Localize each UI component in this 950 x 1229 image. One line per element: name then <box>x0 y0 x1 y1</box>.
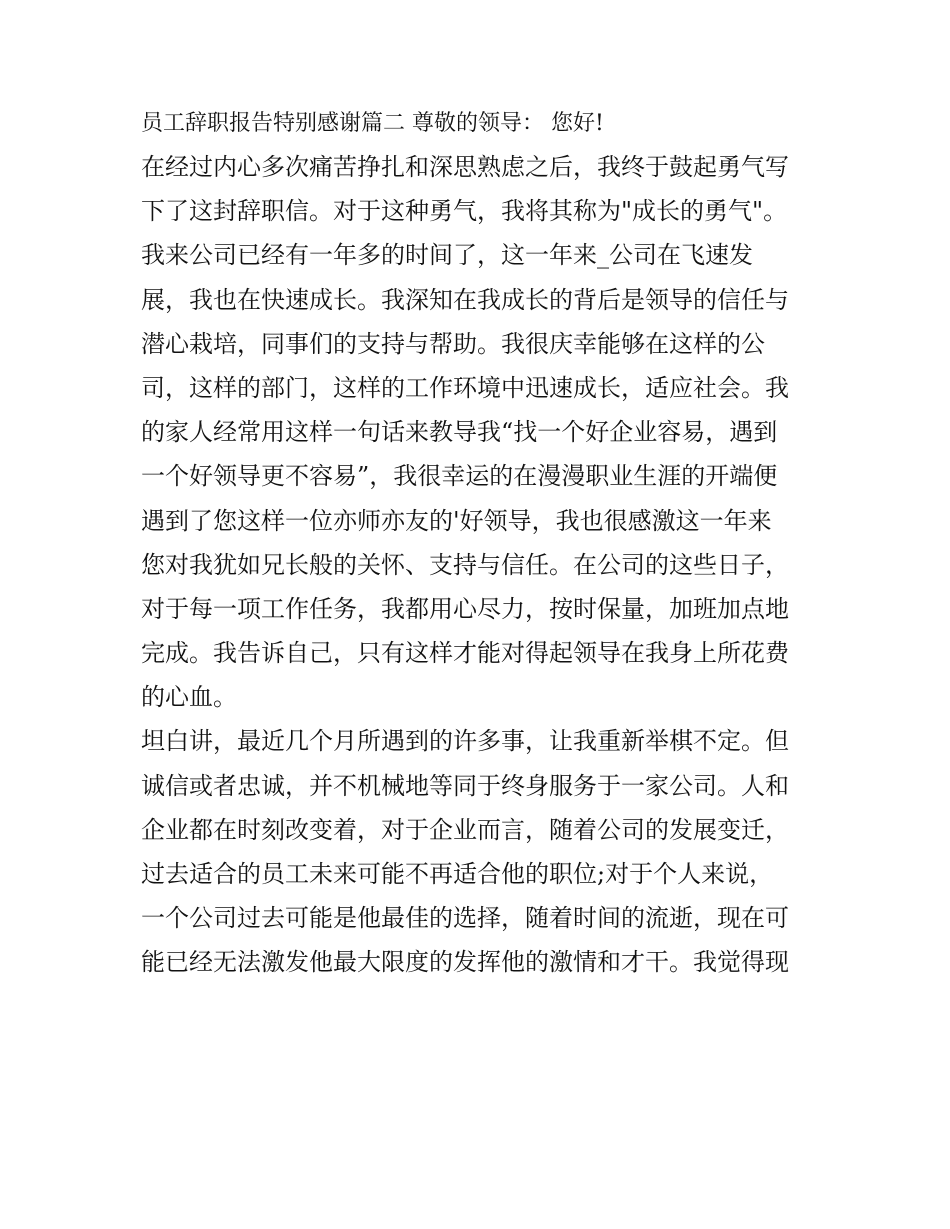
text-line: 一个公司过去可能是他最佳的选择，随着时间的流逝，现在可 <box>141 904 789 933</box>
text-line: 的心血。 <box>141 683 237 712</box>
text-line: 能已经无法激发他最大限度的发挥他的激情和才干。我觉得现 <box>141 948 789 977</box>
text-line: 企业都在时刻改变着，对于企业而言，随着公司的发展变迁， <box>141 815 789 844</box>
letter-body <box>141 112 821 995</box>
text-line: 过去适合的员工未来可能不再适合他的职位;对于个人来说， <box>141 860 774 888</box>
text-line: 完成。我告诉自己，只有这样才能对得起领导在我身上所花费 <box>141 639 789 668</box>
text-line: 对于每一项工作任务，我都用心尽力，按时保量，加班加点地 <box>141 594 789 623</box>
text-line: 我来公司已经有一年多的时间了，这一年来_公司在飞速发 <box>141 241 753 270</box>
text-line: 诚信或者忠诚，并不机械地等同于终身服务于一家公司。人和 <box>141 771 789 800</box>
text-line: 坦白讲，最近几个月所遇到的许多事，让我重新举棋不定。但 <box>141 727 789 756</box>
text-line: 您对我犹如兄长般的关怀、支持与信任。在公司的这些日子， <box>141 550 789 579</box>
text-line: 在经过内心多次痛苦挣扎和深思熟虑之后，我终于鼓起勇气写 <box>141 153 789 181</box>
text-line: 的家人经常用这样一句话来教导我“找一个好企业容易，遇到 <box>141 418 778 447</box>
text-line: 展，我也在快速成长。我深知在我成长的背后是领导的信任与 <box>141 285 789 314</box>
text-line: 潜心栽培，同事们的支持与帮助。我很庆幸能够在这样的公 <box>141 329 765 358</box>
text-line: 司，这样的部门，这样的工作环境中迅速成长，适应社会。我 <box>141 373 789 402</box>
text-line: 遇到了您这样一位亦师亦友的'好领导，我也很感激这一年来 <box>141 506 772 535</box>
text-line: 下了这封辞职信。对于这种勇气，我将其称为"成长的勇气"。 <box>141 197 788 226</box>
text-line: 一个好领导更不容易”，我很幸运的在漫漫职业生涯的开端便 <box>141 462 778 491</box>
letter-heading: 员工辞职报告特别感谢篇二 尊敬的领导： 您好! <box>141 111 604 136</box>
